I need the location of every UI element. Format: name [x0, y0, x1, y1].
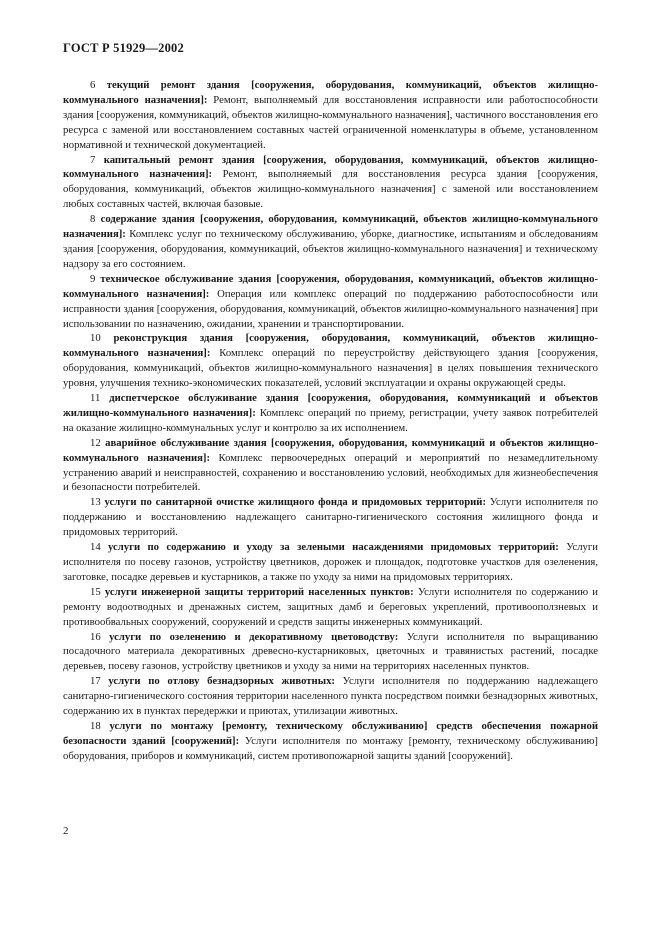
document-header: ГОСТ Р 51929—2002 [63, 41, 184, 55]
term-number: 9 [90, 272, 96, 285]
term-definition: Операция или комплекс операций по поддержанию работоспособности или исправности здания [сооружения, оборудования, коммуникаций, объектов жилищно-коммунального назначения] при использовании по назначению, ожидании, хранении и транспортировании. [63, 287, 598, 330]
term-title: капитальный ремонт здания [сооружения, оборудования, коммуникаций, объектов жилищно-коммунального назначения]: [63, 153, 598, 181]
term-title: услуги по содержанию и уходу за зелеными насаждениями придомовых территорий: [108, 541, 559, 554]
term-number: 12 [90, 436, 101, 449]
term-number: 14 [90, 541, 101, 554]
term-title: услуги по отлову безнадзорных животных: [108, 675, 335, 688]
term-definition: Услуги исполнителя по монтажу [ремонту, техническому обслуживанию] оборудования, приборов и коммуникаций, систем противопожарной защиты зданий [сооружений]. [63, 734, 598, 762]
term-number: 11 [90, 392, 101, 405]
term-paragraph [63, 674, 598, 719]
term-definition: Комплекс операций по приему, регистрации, учету заявок потребителей на оказание жилищно-коммунальных услуг и контролю за их исполнением. [63, 406, 598, 434]
term-paragraph [63, 78, 598, 153]
term-paragraph [63, 212, 598, 272]
term-title: услуги инженерной защиты территорий населенных пунктов: [104, 585, 414, 598]
term-paragraph [63, 495, 598, 540]
term-number: 13 [90, 496, 101, 509]
term-number: 8 [90, 213, 96, 226]
term-title: услуги по монтажу [ремонту, техническому обслуживанию] средств обеспечения пожарной безопасности зданий [сооружений]: [63, 719, 598, 747]
term-paragraph [63, 436, 598, 496]
term-definition: Комплекс услуг по техническому обслуживанию, уборке, диагностике, испытаниям и обследованиям здания [сооружения, оборудования, коммуникаций, объектов жилищно-коммунального назначения] и техническому надзору за его состоянием. [63, 228, 598, 270]
term-definition: Ремонт, выполняемый для восстановления ресурса здания [сооружения, оборудования, коммуникаций, объектов жилищно-коммунального назначения] с заменой или восстановлением любых составных частей, включая базовые. [63, 168, 599, 211]
term-title: техническое обслуживание здания [сооружения, оборудования, коммуникаций, объектов жилищно-коммунального назначения]: [63, 272, 599, 300]
term-number: 7 [90, 153, 96, 166]
term-paragraph [63, 540, 598, 585]
page-number: 2 [63, 825, 69, 837]
term-paragraph [63, 585, 598, 630]
term-number: 15 [90, 585, 101, 598]
term-title: услуги по санитарной очистке жилищного фонда и придомовых территорий: [104, 496, 487, 509]
term-paragraph [63, 630, 598, 675]
term-paragraph [63, 391, 598, 436]
term-definition: Услуги исполнителя по выращиванию посадочного материала декоративных древесно-кустарниковых, цветочных и травянистых растений, посадке деревьев, посеву газонов, устройству цветников и уходу за ними на территориях населенных пунктов. [63, 630, 598, 673]
term-title: содержание здания [сооружения, оборудования, коммуникаций, объектов жилищно-коммунального назначения]: [63, 213, 599, 241]
term-paragraph [63, 719, 598, 764]
term-title: услуги по озеленению и декоративному цветоводству: [109, 630, 399, 643]
term-definition: Услуги исполнителя по поддержанию надлежащего санитарно-гигиенического состояния территории населенного пункта посредством поимки безнадзорных животных, содержанию их в пунктах передержки и приютах, утилизации животных. [63, 675, 599, 718]
term-title: диспетчерское обслуживание здания [сооружения, оборудования, коммуникаций и объектов жилищно-коммунального назначения]: [63, 392, 599, 419]
term-definition: Услуги исполнителя по содержанию и ремонту водоотводных и дренажных систем, защитных дамб и береговых укреплений, противооползневых и противообвальных сооружений, сооружений и средств защиты инженерных коммуникаций. [63, 585, 598, 628]
term-title: текущий ремонт здания [сооружения, оборудования, коммуникаций, объектов жилищно-коммунального назначения]: [63, 79, 599, 106]
terms-list [63, 78, 598, 764]
term-paragraph [63, 272, 598, 332]
term-number: 18 [90, 719, 101, 732]
term-definition: Ремонт, выполняемый для восстановления исправности или работоспособности здания [сооружения, коммуникаций, объектов жилищно-коммунального назначения], частичного восстановления его ресурса с заменой или восстановлением составных частей ограниченной номенклатуры в объеме, установленном нормативной и технической документацией. [63, 93, 599, 151]
term-title: аварийное обслуживание здания [сооружения, оборудования, коммуникаций и объектов жилищно-коммунального назначения]: [63, 436, 599, 464]
term-title: реконструкция здания [сооружения, оборудования, коммуникаций, объектов жилищно-коммунального назначения]: [63, 332, 598, 360]
term-number: 16 [90, 630, 101, 643]
term-number: 10 [90, 332, 101, 345]
term-definition: Комплекс операций по переустройству действующего здания [сооружения, оборудования, коммуникаций, объектов жилищно-коммунального назначения] в целях повышения технического уровня, улучшения технико-экономических показателей, условий эксплуатации и охраны окружающей среды. [63, 347, 598, 390]
term-paragraph [63, 331, 598, 391]
term-number: 6 [90, 79, 96, 91]
term-definition: Комплекс первоочередных операций и мероприятий по незамедлительному устранению аварий и неисправностей, сохранению и восстановлению условий, необходимых для жизнеобеспечения и безопасности потребителей. [63, 451, 599, 494]
term-definition: Услуги исполнителя по посеву газонов, устройству цветников, дорожек и площадок, подготовке участков для озеленения, заготовке, посадке деревьев и кустарников, а также по уходу за ними на придомовых территориях. [63, 541, 599, 583]
term-paragraph [63, 153, 598, 213]
term-number: 17 [90, 675, 101, 688]
term-definition: Услуги исполнителя по поддержанию и восстановлению надлежащего санитарно-гигиенического состояния жилищного фонда и придомовых территорий. [63, 496, 598, 539]
